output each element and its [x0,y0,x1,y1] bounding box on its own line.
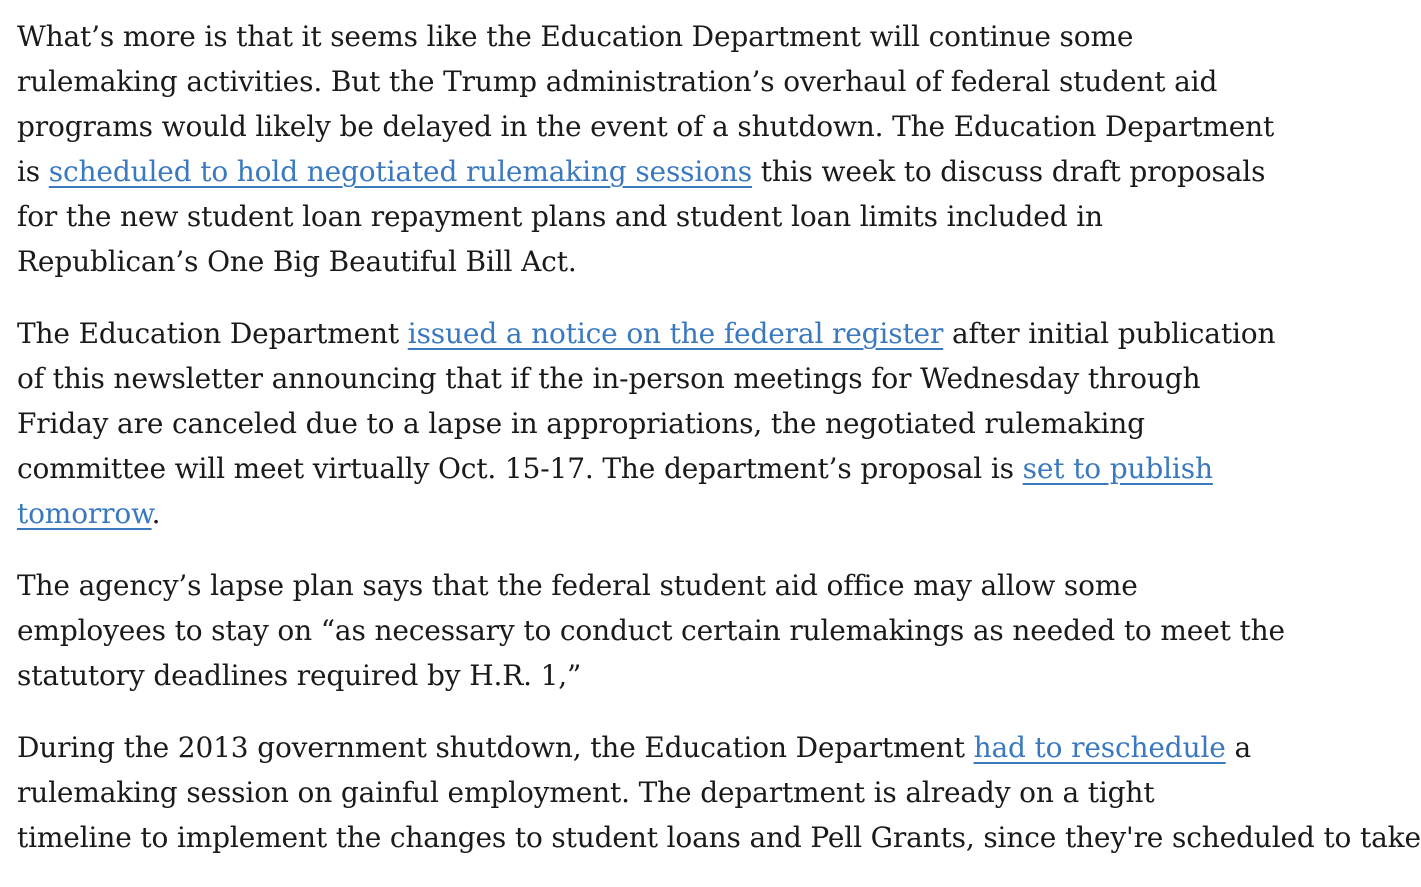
text-line [17,356,1201,401]
text-line [17,725,1251,770]
text-segment: timeline to implement the changes to student loans and Pell Grants, since they're scheduled to take [17,821,1421,854]
text-segment: employees to stay on “as necessary to conduct certain rulemakings as needed to meet the [17,614,1285,647]
text-line [17,104,1275,149]
text-line [17,653,1197,698]
text-line [17,815,1421,860]
text-segment: Republican’s One Big Beautiful Bill Act. [17,245,577,278]
text-segment: . [151,497,161,530]
text-segment: During the 2013 government shutdown, the Education Department [17,731,974,764]
text-segment: for the new student loan repayment plans and student loan limits included in [17,200,1103,233]
paragraph-4 [17,725,1421,860]
text-line [17,563,1197,608]
text-line [17,491,1197,536]
text-segment: this week to discuss draft proposals [752,155,1266,188]
text-segment: committee will meet virtually Oct. 15-17. The department’s proposal is [17,452,1023,485]
text-segment: a [1225,731,1251,764]
text-line [17,311,1276,356]
text-line [17,401,1197,446]
text-segment: rulemaking activities. But the Trump administration’s overhaul of federal student aid [17,65,1218,98]
paragraph-3 [17,563,1285,698]
text-segment: What’s more is that it seems like the Education Department will continue some [17,20,1134,53]
article-body [17,14,1421,887]
text-segment: statutory deadlines required by H.R. 1,” [17,659,582,692]
text-line [17,770,1197,815]
inline-link[interactable]: had to reschedule [973,731,1226,764]
inline-link[interactable]: tomorrow [17,497,152,530]
text-segment: The Education Department [17,317,408,350]
text-segment: after initial publication [943,317,1276,350]
text-segment: of this newsletter announcing that if the in-person meetings for Wednesday through [17,362,1201,395]
text-segment: Friday are canceled due to a lapse in appropriations, the negotiated rulemaking [17,407,1145,440]
inline-link[interactable]: scheduled to hold negotiated rulemaking sessions [48,155,753,188]
inline-link[interactable]: set to publish [1022,452,1213,485]
text-segment: is [17,155,49,188]
text-line [17,149,1266,194]
inline-link[interactable]: issued a notice on the federal register [407,317,944,350]
text-line [17,608,1285,653]
text-line [17,239,1197,284]
text-line [17,446,1213,491]
text-line [17,194,1197,239]
paragraph-1 [17,14,1275,284]
paragraph-2 [17,311,1276,536]
text-line [17,59,1218,104]
text-segment: The agency’s lapse plan says that the federal student aid office may allow some [17,569,1138,602]
text-line [17,14,1197,59]
text-segment: rulemaking session on gainful employment. The department is already on a tight [17,776,1155,809]
text-segment: programs would likely be delayed in the event of a shutdown. The Education Department [17,110,1275,143]
